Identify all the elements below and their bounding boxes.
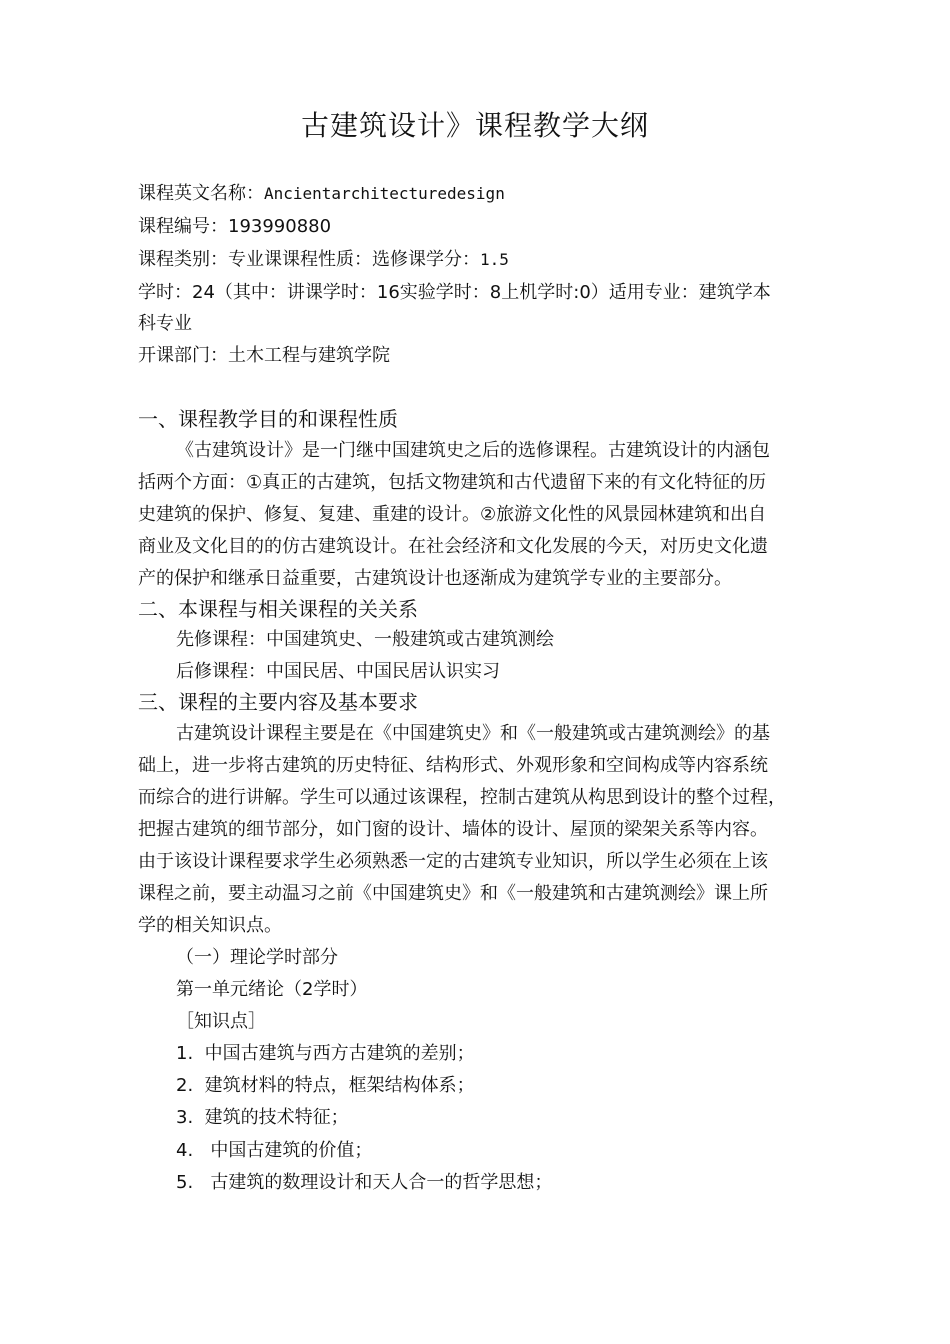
section1-heading: 一、课程教学目的和课程性质 xyxy=(138,407,398,431)
point-number: 2. xyxy=(176,1075,194,1096)
english-name-line xyxy=(138,183,505,205)
point-number: 4. xyxy=(176,1140,194,1161)
unit1-heading: 第一单元绪论（2学时） xyxy=(176,979,368,1000)
point-text: 中国古建筑的价值； xyxy=(210,1140,373,1161)
theory-hours-heading: （一）理论学时部分 xyxy=(176,947,338,968)
english-name-label: 课程英文名称： xyxy=(138,183,264,204)
course-category-line xyxy=(138,249,509,271)
knowledge-point-1 xyxy=(176,1043,475,1065)
knowledge-point-3 xyxy=(176,1107,349,1129)
section3-line-3: 而综合的进行讲解。学生可以通过该课程，控制古建筑从构思到设计的整个过程， xyxy=(138,787,786,808)
section1-line-5: 产的保护和继承日益重要，古建筑设计也逐渐成为建筑学专业的主要部分。 xyxy=(138,568,732,589)
english-name-value: Ancientarchitecturedesign xyxy=(264,184,505,203)
section3-line-6: 课程之前，要主动温习之前《中国建筑史》和《一般建筑和古建筑测绘》课上所 xyxy=(138,883,768,904)
point-number: 1. xyxy=(176,1043,194,1064)
knowledge-points-label: ［知识点］ xyxy=(176,1011,266,1032)
section1-line-4: 商业及文化目的的仿古建筑设计。在社会经济和文化发展的今天，对历史文化遗 xyxy=(138,536,768,557)
knowledge-point-5 xyxy=(176,1172,552,1194)
section3-line-4: 把握古建筑的细节部分，如门窗的设计、墙体的设计、屋顶的梁架关系等内容。 xyxy=(138,819,768,840)
section3-line-2: 础上，进一步将古建筑的历史特征、结构形式、外观形象和空间构成等内容系统 xyxy=(138,755,768,776)
section2-heading: 二、本课程与相关课程的关关系 xyxy=(138,597,418,621)
point-text: 中国古建筑与西方古建筑的差别； xyxy=(204,1043,475,1064)
point-text: 建筑材料的特点，框架结构体系； xyxy=(204,1075,475,1096)
prerequisite-courses: 先修课程：中国建筑史、一般建筑或古建筑测绘 xyxy=(176,629,554,650)
hours-line-2: 科专业 xyxy=(138,313,192,334)
knowledge-point-4 xyxy=(176,1140,372,1162)
hours-line-1: 学时：24（其中：讲课学时：16实验学时：8上机学时:0）适用专业：建筑学本 xyxy=(138,282,771,303)
follow-up-courses: 后修课程：中国民居、中国民居认识实习 xyxy=(176,661,500,682)
knowledge-point-2 xyxy=(176,1075,475,1097)
section3-line-7: 学的相关知识点。 xyxy=(138,915,282,936)
section1-line-3: 史建筑的保护、修复、复建、重建的设计。②旅游文化性的风景园林建筑和出自 xyxy=(138,504,767,525)
department-line: 开课部门：土木工程与建筑学院 xyxy=(138,345,390,366)
category-text: 课程类别：专业课课程性质：选修课学分： xyxy=(138,249,480,270)
page-title: 古建筑设计》课程教学大纲 xyxy=(300,109,649,142)
credit-value: 1.5 xyxy=(480,250,509,269)
point-number: 3. xyxy=(176,1107,194,1128)
section3-heading: 三、课程的主要内容及基本要求 xyxy=(138,690,418,714)
course-code-line: 课程编号：193990880 xyxy=(138,216,332,237)
section1-line-2: 括两个方面：①真正的古建筑，包括文物建筑和古代遗留下来的有文化特征的历 xyxy=(138,472,767,493)
section1-line-1: 《古建筑设计》是一门继中国建筑史之后的选修课程。古建筑设计的内涵包 xyxy=(176,440,770,461)
point-text: 古建筑的数理设计和天人合一的哲学思想； xyxy=(210,1172,553,1193)
section3-line-1: 古建筑设计课程主要是在《中国建筑史》和《一般建筑或古建筑测绘》的基 xyxy=(176,723,770,744)
point-text: 建筑的技术特征； xyxy=(204,1107,349,1128)
section3-line-5: 由于该设计课程要求学生必须熟悉一定的古建筑专业知识，所以学生必须在上该 xyxy=(138,851,768,872)
point-number: 5. xyxy=(176,1172,194,1193)
